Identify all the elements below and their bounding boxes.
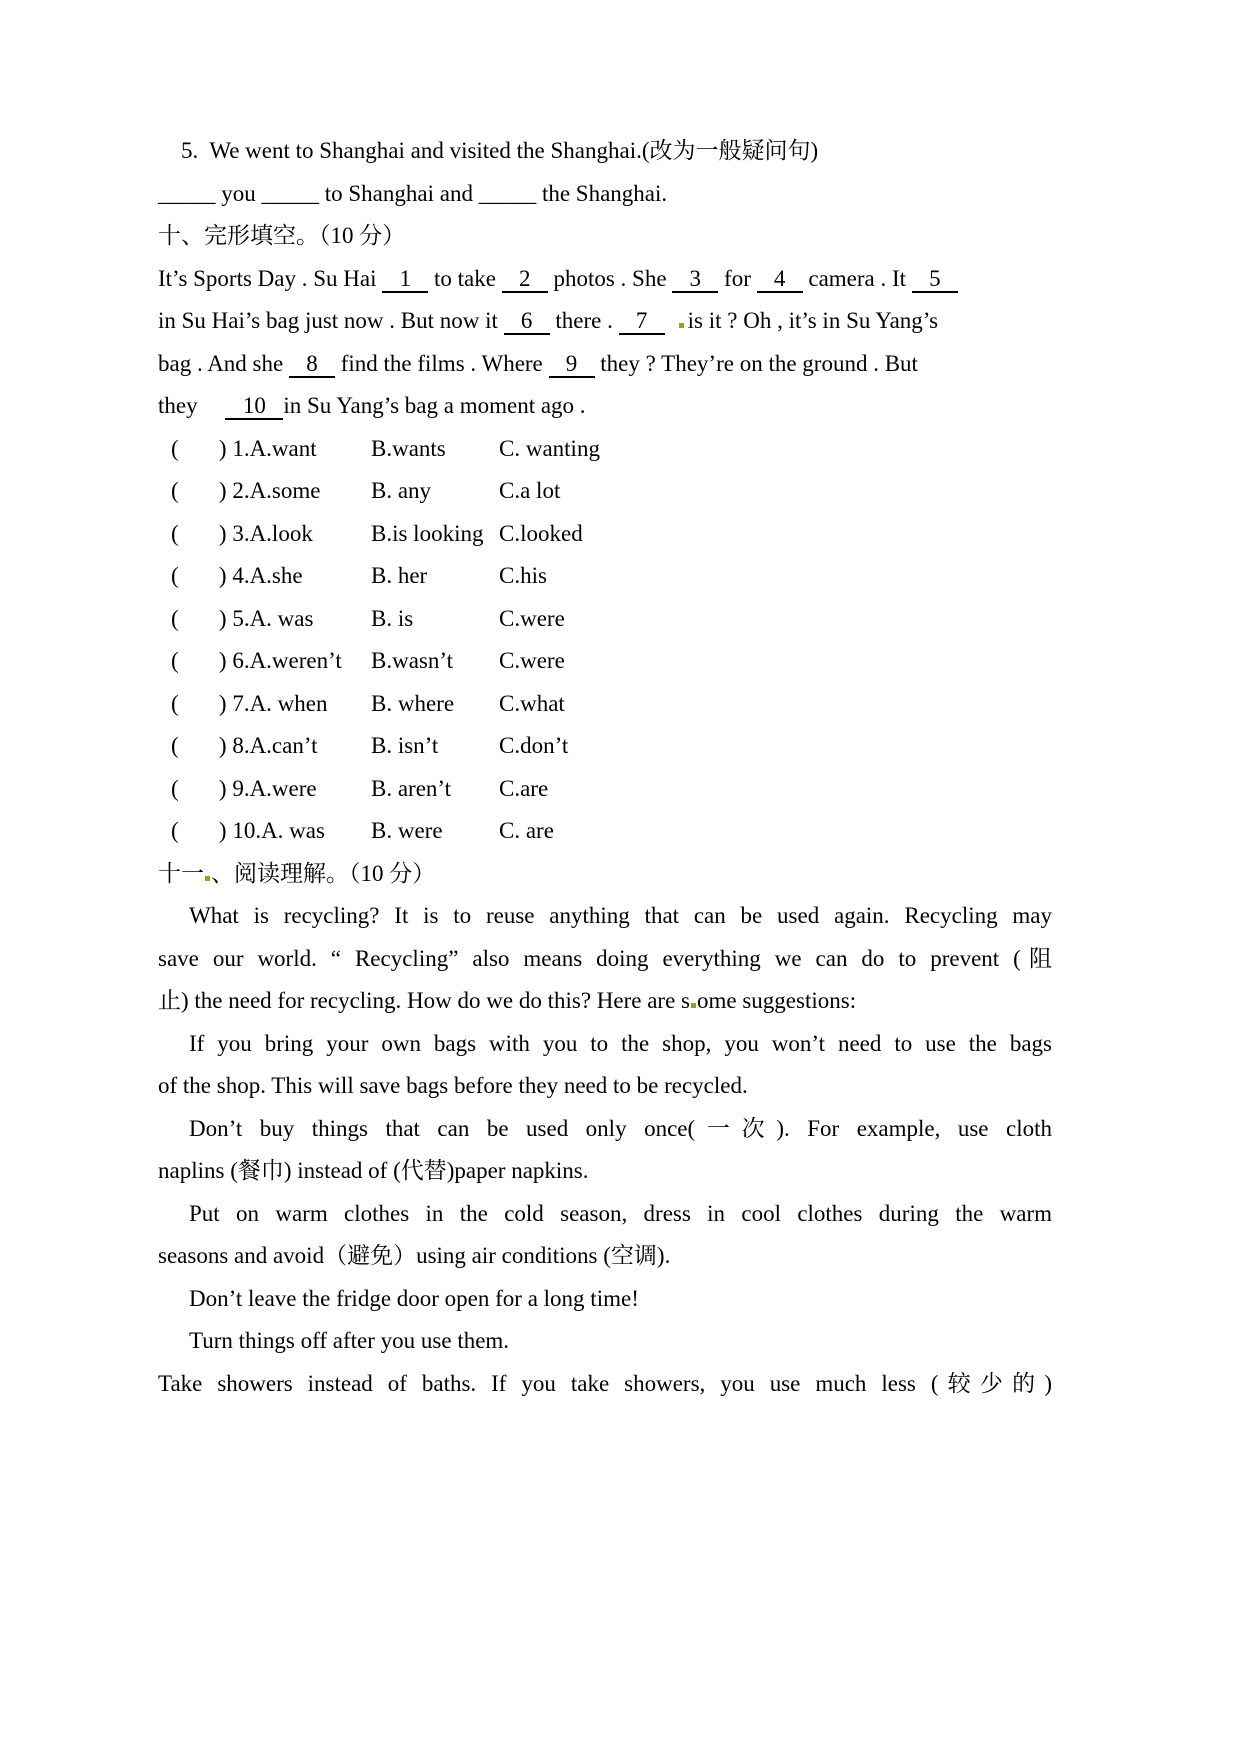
option-a: ( ) 5.A. was bbox=[171, 605, 314, 631]
reading-line-5: of the shop. This will save bags before they need to be recycled. bbox=[158, 1073, 748, 1098]
answer-blank-9: 9 bbox=[549, 352, 595, 378]
cloze-passage-line-2 bbox=[158, 300, 1052, 343]
cloze-passage-line-3 bbox=[158, 343, 1052, 386]
answer-blank-4: 4 bbox=[757, 267, 803, 293]
cloze-text: they bbox=[158, 393, 204, 418]
reading-line-7: naplins (餐巾) instead of (代替)paper napkins. bbox=[158, 1158, 589, 1183]
option-b: B.wasn’t bbox=[371, 648, 453, 673]
cloze-text: is it ? Oh , it’s in Su Yang’s bbox=[687, 308, 939, 333]
answer-blank-10: 10 bbox=[225, 394, 283, 420]
reading-line-12: Take showers instead of baths. If you take showers, you use much less (较少的) bbox=[158, 1370, 1052, 1396]
cloze-option-row-7 bbox=[158, 683, 1052, 726]
option-b: B. aren’t bbox=[371, 775, 452, 801]
cloze-option-row-3 bbox=[158, 513, 1052, 556]
option-a: ( ) 2.A.some bbox=[171, 478, 321, 503]
option-b: B. her bbox=[371, 563, 428, 588]
option-a: ( ) 3.A.look bbox=[171, 520, 313, 546]
cloze-section-heading: 十、完形填空。（10 分） bbox=[158, 223, 406, 248]
option-a: ( ) 8.A.can’t bbox=[171, 733, 318, 758]
cloze-text: they ? They’re on the ground . But bbox=[594, 350, 918, 376]
option-c: C.a lot bbox=[499, 478, 561, 503]
option-a: ( ) 9.A.were bbox=[171, 775, 317, 801]
option-b: B. any bbox=[371, 478, 432, 503]
answer-blank-6: 6 bbox=[504, 309, 550, 335]
cloze-text: photos . She bbox=[547, 265, 673, 291]
cloze-option-row-9 bbox=[158, 768, 1052, 811]
cloze-option-row-1 bbox=[158, 428, 1052, 471]
reading-line-1: What is recycling? It is to reuse anything that can be used again. Recycling may bbox=[189, 903, 1052, 928]
cloze-text: find the films . Where bbox=[334, 350, 549, 376]
reading-text: ome suggestions: bbox=[697, 988, 857, 1013]
cloze-option-row-4 bbox=[158, 555, 1052, 598]
artifact-dot bbox=[205, 876, 210, 881]
option-a: ( ) 1.A.want bbox=[171, 435, 317, 461]
cloze-text: there . bbox=[549, 308, 619, 333]
option-b: B.wants bbox=[371, 435, 446, 461]
option-c: C. are bbox=[499, 818, 554, 843]
reading-line-6: Don’t buy things that can be used only once(一次). For example, use cloth bbox=[189, 1115, 1052, 1141]
reading-line-9: seasons and avoid（避免）using air conditions (空调). bbox=[158, 1243, 671, 1268]
artifact-dot bbox=[691, 1003, 696, 1008]
option-a: ( ) 7.A. when bbox=[171, 690, 328, 716]
answer-blank-3: 3 bbox=[672, 267, 718, 293]
answer-blank-7: 7 bbox=[619, 309, 665, 335]
option-b: B.is looking bbox=[371, 520, 484, 546]
cloze-passage-line-1 bbox=[158, 258, 1052, 301]
option-c: C. wanting bbox=[499, 435, 600, 461]
option-b: B. where bbox=[371, 690, 455, 716]
option-c: C.are bbox=[499, 775, 549, 801]
option-c: C.were bbox=[499, 648, 565, 673]
cloze-text: in Su Yang’s bag a moment ago . bbox=[283, 393, 586, 418]
cloze-text: to take bbox=[428, 265, 502, 291]
cloze-option-row-10 bbox=[158, 810, 1052, 853]
cloze-text: It’s Sports Day . Su Hai bbox=[158, 265, 383, 291]
cloze-text: camera . It bbox=[802, 265, 912, 291]
cloze-text: bag . And she bbox=[158, 350, 289, 376]
option-c: C.looked bbox=[499, 520, 583, 546]
option-b: B. is bbox=[371, 605, 414, 631]
reading-line-4: If you bring your own bags with you to the shop, you won’t need to use the bags bbox=[189, 1030, 1052, 1056]
option-b: B. isn’t bbox=[371, 733, 439, 758]
question-5-text: 5. We went to Shanghai and visited the Shanghai.(改为一般疑问句) bbox=[181, 138, 819, 163]
option-a: ( ) 10.A. was bbox=[171, 818, 325, 843]
cloze-option-row-6 bbox=[158, 640, 1052, 683]
answer-blank-8: 8 bbox=[289, 352, 335, 378]
reading-text: 止) the need for recycling. How do we do this? Here are s bbox=[158, 988, 690, 1013]
option-a: ( ) 6.A.weren’t bbox=[171, 648, 342, 673]
heading-text: 十一 bbox=[158, 860, 204, 886]
cloze-passage-line-4 bbox=[158, 385, 1052, 428]
cloze-text: for bbox=[718, 265, 757, 291]
cloze-option-row-5 bbox=[158, 598, 1052, 641]
option-c: C.don’t bbox=[499, 733, 569, 758]
option-c: C.his bbox=[499, 563, 547, 588]
option-a: ( ) 4.A.she bbox=[171, 563, 303, 588]
reading-section-heading bbox=[158, 853, 1052, 896]
reading-line-3 bbox=[158, 980, 1052, 1023]
cloze-option-row-2 bbox=[158, 470, 1052, 513]
answer-blank-1: 1 bbox=[382, 267, 428, 293]
page-content bbox=[158, 130, 1052, 1405]
question-5-answer-blanks: _____ you _____ to Shanghai and _____ the Shanghai. bbox=[158, 180, 668, 206]
answer-blank-5: 5 bbox=[912, 267, 958, 293]
reading-line-10: Don’t leave the fridge door open for a long time! bbox=[189, 1285, 639, 1311]
option-b: B. were bbox=[371, 818, 443, 843]
cloze-option-row-8 bbox=[158, 725, 1052, 768]
reading-line-8: Put on warm clothes in the cold season, dress in cool clothes during the warm bbox=[189, 1200, 1052, 1226]
option-c: C.what bbox=[499, 690, 565, 716]
option-c: C.were bbox=[499, 605, 565, 631]
heading-text: 、阅读理解。（10 分） bbox=[211, 860, 436, 886]
reading-line-11: Turn things off after you use them. bbox=[189, 1328, 510, 1353]
answer-blank-2: 2 bbox=[502, 267, 548, 293]
artifact-dot bbox=[679, 323, 684, 328]
reading-line-2: save our world. “ Recycling” also means doing everything we can do to prevent (阻 bbox=[158, 945, 1052, 971]
cloze-text: in Su Hai’s bag just now . But now it bbox=[158, 308, 504, 333]
